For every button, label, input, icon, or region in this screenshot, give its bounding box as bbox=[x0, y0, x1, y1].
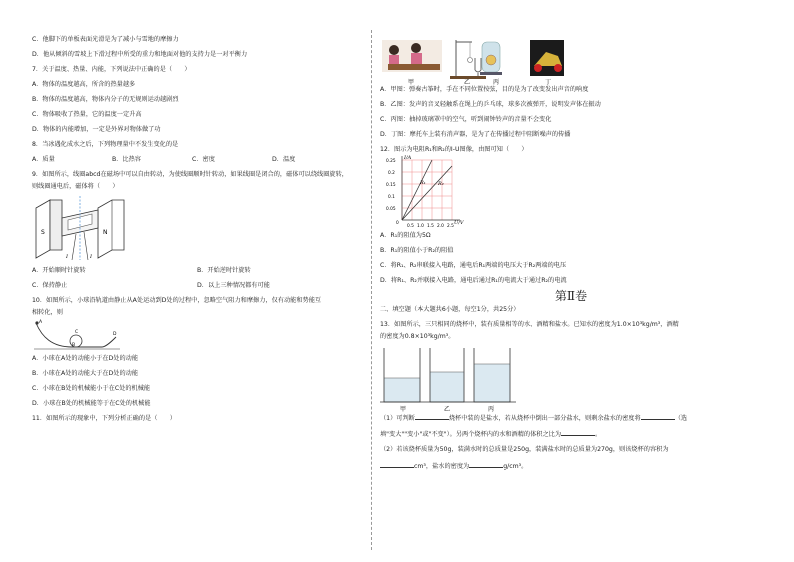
answer-blank-2[interactable] bbox=[641, 414, 675, 420]
motorcycle-photo bbox=[530, 40, 564, 76]
r1-label: R₁ bbox=[420, 179, 426, 186]
q11-option-b: B．乙图：发声的音叉轻触系在绳上的乒乓球，球多次被弹开，说明发声体在振动 bbox=[380, 101, 601, 109]
q9-figure bbox=[32, 194, 362, 264]
y-tick-0.15: 0.15 bbox=[386, 182, 396, 188]
q8-options bbox=[32, 156, 362, 164]
q11-photo-strip bbox=[380, 36, 762, 86]
label-jia: 甲 bbox=[408, 79, 415, 86]
q12-chart bbox=[380, 154, 762, 232]
q13-part2-line2 bbox=[380, 462, 762, 471]
q6-option-c: C．他脚下的单板表面光滑是为了减小与雪地的摩擦力 bbox=[32, 36, 179, 43]
beaker-label-jia: 甲 bbox=[400, 406, 407, 414]
point-b-label: B bbox=[72, 342, 76, 348]
y-axis-label: I/A bbox=[404, 154, 412, 161]
r2-label: R₂ bbox=[438, 180, 444, 187]
y-tick-0.1: 0.1 bbox=[388, 194, 395, 200]
q6-option-d: D．他从倾斜的雪坡上下滑过程中所受的重力和地面对他的支持力是一对平衡力 bbox=[32, 51, 248, 59]
q10-option-c: C．小球在B处的机械能小于在C处的机械能 bbox=[32, 384, 151, 392]
origin-label: 0 bbox=[396, 220, 399, 226]
q7-option-b: B．物体的温度越高，物体内分子的无规则运动越剧烈 bbox=[32, 96, 179, 104]
q12-stem: 12．图示为电阻R₁和R₂的I-U图像，由图可知（ ） bbox=[380, 146, 528, 154]
q10-option-a: A．小球在A处的动能小于在D处的动能 bbox=[32, 354, 139, 362]
q13-stem-line1: 13．如图所示，三只相同的烧杯中，装有质量相等的水、酒精和盐水。已知水的密度为1.0×10³kg/m³，酒精 bbox=[380, 320, 679, 328]
q11-figures bbox=[380, 36, 762, 86]
rear-wheel bbox=[554, 64, 562, 72]
q9-stem-line2: 则线圈通电后，磁体将（ ） bbox=[32, 183, 119, 191]
q9-option-a: A．开始顺时针旋转 bbox=[32, 266, 86, 274]
current-label-2: I bbox=[90, 253, 92, 260]
s-label: S bbox=[41, 228, 45, 236]
q10-option-b: B．小球在A处的动能大于在D处的动能 bbox=[32, 369, 139, 377]
q13-stem-line2: 的密度为0.8×10³kg/m³。 bbox=[380, 332, 455, 340]
q7-option-c: C．物体吸收了热量，它的温度一定升高 bbox=[32, 111, 142, 119]
q8-stem: 8．当冰遇化成水之后，下列物理量中不发生变化的是 bbox=[32, 141, 179, 149]
q9-options-row2 bbox=[32, 282, 362, 290]
right-column bbox=[380, 36, 762, 470]
lead-wire-1 bbox=[72, 234, 76, 260]
q11-option-d: D．丁图：摩托车上装有消声器，是为了在传播过程中阻断噪声的传播 bbox=[380, 131, 571, 139]
q12-option-a: A．R₁的阻值为5Ω bbox=[380, 231, 431, 239]
beakers-figure bbox=[380, 344, 762, 414]
x-tick-2.5: 2.5 bbox=[447, 223, 454, 229]
q7-option-a: A．物体的温度越高，所含的热量越多 bbox=[32, 81, 136, 89]
front-wheel bbox=[534, 64, 542, 72]
current-label-1: I bbox=[66, 253, 68, 260]
y-tick-0.2: 0.2 bbox=[388, 170, 395, 176]
q10-stem-line2: 相转化，则 bbox=[32, 308, 63, 316]
q7-option-d: D．物体的内能增加，一定是外界对物体做了功 bbox=[32, 126, 161, 134]
beaker-label-yi: 乙 bbox=[444, 406, 451, 414]
q11-option-c: C．丙图：抽掉玻璃罩中的空气，听到闹钟铃声的音量不会变化 bbox=[380, 116, 552, 124]
q10-stem-line1: 10．如图所示，小球沿轨道由静止从A处运动到D处的过程中，忽略空气阻力和摩擦力，仅有动能和势能互 bbox=[32, 297, 322, 305]
q11-option-a: A．甲图：弹奏古筝时，手在不同位置按弦，目的是为了改变发出声音的响度 bbox=[380, 86, 589, 93]
guzheng-instrument bbox=[388, 64, 440, 70]
q13-p1-text-c: （选 bbox=[674, 415, 688, 423]
x-tick-0.5: 0.5 bbox=[407, 223, 414, 229]
player2-body bbox=[411, 53, 422, 65]
south-pole-side bbox=[50, 200, 62, 250]
answer-blank-1[interactable] bbox=[415, 414, 449, 420]
label-yi: 乙 bbox=[464, 79, 471, 86]
q13-p2-text-b: cm³，盐水的密度为 bbox=[414, 462, 470, 470]
q12-option-b: B．R₁的阻值小于R₂的阻值 bbox=[380, 246, 454, 254]
liquid-yi bbox=[430, 372, 464, 402]
ping-pong-ball bbox=[468, 58, 473, 63]
player2-head bbox=[411, 43, 421, 53]
point-a-label: A bbox=[39, 319, 43, 325]
y-tick-0.05: 0.05 bbox=[386, 206, 396, 212]
x-axis-label: U/V bbox=[454, 219, 464, 226]
player1-head bbox=[389, 45, 399, 55]
r2-line bbox=[402, 166, 452, 220]
q9-stem-line1: 9．如图所示，线圈abcd在磁场中可以自由转动，为使线圈顺时针转动，如果线圈是闭合的，磁体可以绕线圈旋转， bbox=[32, 171, 348, 179]
label-ding: 丁 bbox=[545, 79, 552, 86]
bell-jar-photo bbox=[480, 42, 502, 75]
y-tick-0.25: 0.25 bbox=[386, 158, 396, 164]
lead-wire-2 bbox=[84, 232, 88, 260]
q9-options-row1 bbox=[32, 267, 362, 275]
q10-option-d: D．小球在B处的机械能等于在C处的机械能 bbox=[32, 399, 151, 407]
x-tick-2.0: 2.0 bbox=[437, 223, 444, 229]
r1-line bbox=[402, 160, 432, 220]
alarm-clock bbox=[486, 55, 496, 65]
left-column bbox=[32, 36, 362, 422]
track-diagram bbox=[32, 317, 122, 355]
q11-stem: 11．如图所示的现象中，下列分析正确的是（ ） bbox=[32, 414, 176, 422]
q8-option-a: A．质量 bbox=[32, 156, 55, 164]
q13-part2-line1: （2）若该烧杯质量为50g，装满水时的总质量是250g，装满盐水时的总质量为270g，则该烧杯的容积为 bbox=[380, 446, 669, 454]
iu-graph bbox=[380, 154, 480, 232]
beaker-label-bing: 丙 bbox=[488, 406, 495, 414]
column-divider bbox=[371, 30, 372, 550]
q8-option-b: B．比热容 bbox=[112, 156, 141, 164]
point-d-label: D bbox=[113, 331, 117, 337]
q13-p2-text-c: g/cm³。 bbox=[503, 462, 528, 470]
three-beakers bbox=[380, 344, 520, 414]
jar-base bbox=[480, 72, 502, 75]
q13-p1-text-e: 。 bbox=[595, 431, 602, 439]
point-c-label: C bbox=[75, 329, 79, 335]
answer-blank-5[interactable] bbox=[469, 462, 503, 468]
answer-blank-3[interactable] bbox=[561, 430, 595, 436]
q7-stem: 7．关于温度、热量、内能，下列说法中正确的是（ ） bbox=[32, 66, 191, 74]
grid bbox=[402, 160, 452, 220]
q12-option-c: C．将R₁、R₂串联接入电路，通电后R₁两端的电压大于R₂两端的电压 bbox=[380, 262, 567, 270]
q10-figure bbox=[32, 317, 362, 355]
q8-option-c: C．密度 bbox=[192, 156, 215, 164]
liquid-jia bbox=[384, 378, 420, 402]
guzheng-photo bbox=[382, 40, 442, 72]
q9-option-b: B．开始逆时针旋转 bbox=[197, 266, 251, 274]
n-label: N bbox=[103, 228, 108, 236]
q9-option-c: C．保持静止 bbox=[32, 281, 68, 289]
answer-blank-4[interactable] bbox=[380, 462, 414, 468]
q8-option-d: D．温度 bbox=[272, 156, 296, 164]
q9-option-d: D．以上三种情况都有可能 bbox=[197, 281, 270, 289]
x-tick-1.5: 1.5 bbox=[427, 223, 434, 229]
q13-part1-line1 bbox=[380, 414, 762, 423]
q13-p1-text-b: 烧杯中装的是盐水，若从烧杯中倒出一部分盐水，则剩余盐水的密度将 bbox=[448, 415, 641, 423]
section-heading: 二、填空题（本大题共6小题，每空1分，共25分） bbox=[380, 305, 520, 313]
magnet-coil-diagram bbox=[32, 194, 132, 264]
q12-option-d: D．将R₁、R₂并联接入电路，通电后通过R₁的电流大于通过R₂的电流 bbox=[380, 277, 567, 285]
north-pole-block bbox=[98, 200, 124, 258]
q13-p1-text-a: （1）可判断 bbox=[380, 415, 415, 423]
q13-part1-line2 bbox=[380, 430, 762, 439]
liquid-bing bbox=[474, 364, 510, 402]
x-tick-1.0: 1.0 bbox=[417, 223, 424, 229]
q13-p1-text-d: 填"变大""变小"或"不变"）。另两个烧杯内的水和酒精的体积之比为 bbox=[380, 431, 562, 439]
label-bing: 丙 bbox=[493, 79, 500, 86]
part-2-heading: 第Ⅱ卷 bbox=[554, 288, 588, 303]
